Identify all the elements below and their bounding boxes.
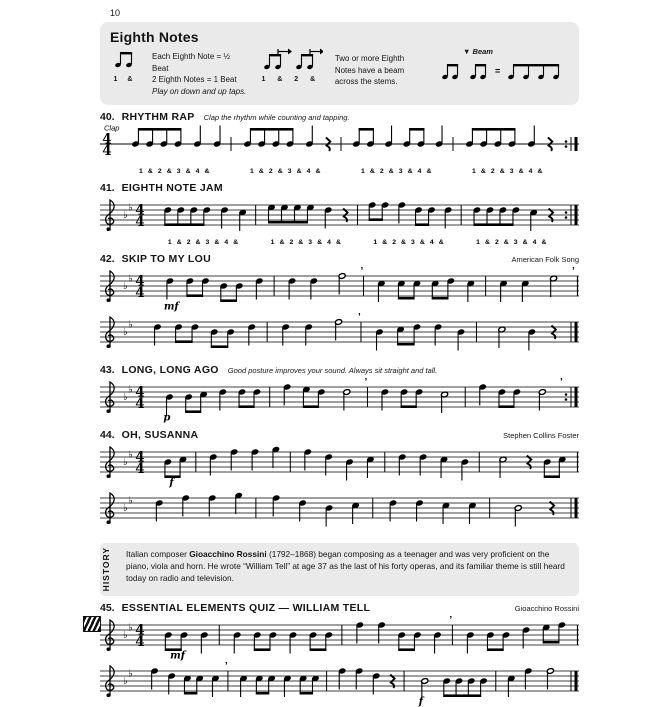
exercise-44	[100, 429, 579, 534]
staff-systems	[100, 377, 579, 423]
svg-text:4: 4	[135, 396, 145, 413]
exercise-header	[100, 429, 579, 441]
exercise-number: 43.	[100, 364, 115, 377]
svg-text:1 & 2 & 3 & 4 &: 1 & 2 & 3 & 4 &	[472, 168, 544, 176]
svg-text:♭: ♭	[123, 281, 128, 293]
staff-systems	[100, 266, 579, 358]
count-label: 1 &	[113, 76, 137, 83]
exercise-41	[100, 182, 579, 247]
svg-text:1 & 2 & 3 & 4 &: 1 & 2 & 3 & 4 &	[270, 239, 343, 247]
svg-text:♭: ♭	[128, 384, 133, 396]
exercise-title: RHYTHM RAP	[121, 111, 195, 124]
svg-text:’: ’	[449, 614, 453, 626]
svg-text:♭: ♭	[128, 668, 133, 680]
svg-text:♭: ♭	[123, 675, 128, 687]
staff-notation	[100, 442, 579, 488]
exercise-title: OH, SUSANNA	[121, 429, 199, 442]
staff-notation	[100, 661, 579, 707]
svg-text:’: ’	[364, 377, 368, 389]
definition-line: 2 Eighth Notes = 1 Beat	[152, 75, 237, 85]
svg-text:f: f	[169, 477, 174, 489]
svg-text:♭: ♭	[123, 392, 128, 404]
svg-text:♭: ♭	[123, 327, 128, 339]
svg-text:4: 4	[135, 285, 145, 302]
svg-text:♭: ♭	[128, 622, 133, 634]
svg-text:4: 4	[135, 633, 145, 650]
staff-notation	[100, 312, 579, 358]
svg-text:1 & 2 & 3 & 4 &: 1 & 2 & 3 & 4 &	[361, 168, 433, 176]
svg-text:1 & 2 & 3 & 4 &: 1 & 2 & 3 & 4 &	[167, 239, 240, 247]
svg-text:p: p	[163, 412, 171, 424]
quiz-stripes-icon	[84, 617, 100, 631]
exercise-header	[100, 364, 579, 376]
svg-text:’: ’	[560, 377, 563, 389]
svg-text:♭: ♭	[128, 202, 133, 214]
beam-demo-icon	[437, 57, 569, 83]
svg-text:♭: ♭	[128, 319, 133, 331]
page-number: 10	[110, 8, 121, 18]
svg-text:4: 4	[135, 214, 145, 231]
exercise-subtitle: Good posture improves your sound. Always sit straight and tall.	[227, 366, 438, 376]
svg-text:1 & 2 & 3 & 4 &: 1 & 2 & 3 & 4 &	[250, 168, 322, 176]
exercise-number: 44.	[100, 429, 115, 442]
staff-notation	[100, 195, 579, 247]
tap-arrows-icon	[259, 47, 323, 73]
exercise-header	[100, 182, 579, 194]
staff-notation	[100, 124, 579, 176]
exercise-number: 40.	[100, 111, 115, 124]
eighth-note-pair-icon	[110, 47, 140, 73]
svg-text:Clap: Clap	[104, 124, 120, 133]
svg-text:1 & 2 & 3 & 4 &: 1 & 2 & 3 & 4 &	[476, 239, 549, 247]
history-label: HISTORY	[101, 547, 111, 592]
exercise-credit: Stephen Collins Foster	[503, 431, 579, 441]
staff-systems	[100, 195, 579, 247]
exercise-number: 45.	[100, 601, 115, 614]
svg-text:♭: ♭	[123, 629, 128, 641]
history-box	[100, 543, 579, 595]
svg-text:4: 4	[135, 202, 145, 219]
exercise-subtitle: Clap the rhythm while counting and tapping.	[203, 113, 350, 123]
exercise-credit: Gioacchino Rossini	[514, 603, 579, 613]
definition-line: Each Eighth Note = ½ Beat	[152, 52, 231, 73]
svg-text:’: ’	[224, 660, 228, 672]
theory-box	[100, 22, 579, 105]
exercises-top	[100, 111, 579, 534]
beam-pointer-label: ▼ Beam	[463, 47, 493, 56]
svg-text:♭: ♭	[123, 503, 128, 515]
svg-text:4: 4	[102, 143, 112, 160]
exercise-header	[100, 111, 579, 123]
beam-example	[437, 47, 569, 88]
exercises-bottom	[100, 602, 579, 707]
svg-text:1 & 2 & 3 & 4 &: 1 & 2 & 3 & 4 &	[139, 168, 211, 176]
staff-systems	[100, 124, 579, 176]
svg-text:’: ’	[357, 312, 361, 324]
svg-text:’: ’	[360, 266, 364, 278]
eighth-note-pair-example	[110, 47, 140, 83]
staff-systems	[100, 442, 579, 534]
svg-text:♭: ♭	[128, 449, 133, 461]
exercise-45	[100, 602, 579, 707]
exercise-title: LONG, LONG AGO	[121, 364, 219, 377]
svg-text:4: 4	[135, 384, 145, 401]
exercise-number: 42.	[100, 253, 115, 266]
svg-text:’: ’	[572, 266, 575, 278]
tap-direction-example	[259, 47, 323, 83]
svg-text:♭: ♭	[128, 495, 133, 507]
staff-notation	[100, 266, 579, 312]
exercise-40	[100, 111, 579, 176]
svg-text:4: 4	[135, 461, 145, 478]
staff-notation	[100, 615, 579, 661]
exercise-header	[100, 602, 579, 614]
equals-sign: =	[495, 66, 501, 76]
exercise-number: 41.	[100, 182, 115, 195]
svg-text:♭: ♭	[128, 273, 133, 285]
svg-text:f: f	[418, 696, 424, 707]
exercise-title: SKIP TO MY LOU	[121, 253, 211, 266]
exercise-title: ESSENTIAL ELEMENTS QUIZ — WILLIAM TELL	[121, 601, 371, 614]
svg-text:1 & 2 & 3 & 4 &: 1 & 2 & 3 & 4 &	[373, 239, 446, 247]
definition-line: Play on down and up taps.	[152, 86, 247, 96]
svg-text:4: 4	[135, 449, 145, 466]
exercise-title: EIGHTH NOTE JAM	[121, 182, 223, 195]
svg-text:mf: mf	[170, 650, 186, 661]
svg-text:4: 4	[102, 131, 112, 148]
eighth-note-definitions	[152, 47, 247, 97]
svg-text:♭: ♭	[123, 210, 128, 222]
staff-notation	[100, 488, 579, 534]
svg-text:4: 4	[135, 622, 145, 639]
svg-text:mf: mf	[163, 301, 179, 313]
staff-systems	[100, 615, 579, 707]
beam-explanation: Two or more Eighth Notes have a beam across the stems.	[334, 54, 405, 87]
exercise-42	[100, 253, 579, 358]
svg-text:4: 4	[135, 273, 145, 290]
exercise-43	[100, 364, 579, 423]
count-label: 1 & 2 &	[261, 76, 321, 83]
theory-title: Eighth Notes	[110, 29, 199, 45]
exercise-header	[100, 253, 579, 265]
svg-text:♭: ♭	[123, 457, 128, 469]
staff-notation	[100, 377, 579, 423]
history-text: Italian composer Gioacchino Rossini (1792–1868) began composing as a teenager and was very proficient on the piano, viola and horn. He wrote “William Tell” at age 37 as the last of his forty operas, and its familiar theme is still heard today on radio and television.	[126, 549, 565, 584]
exercise-credit: American Folk Song	[511, 255, 579, 265]
